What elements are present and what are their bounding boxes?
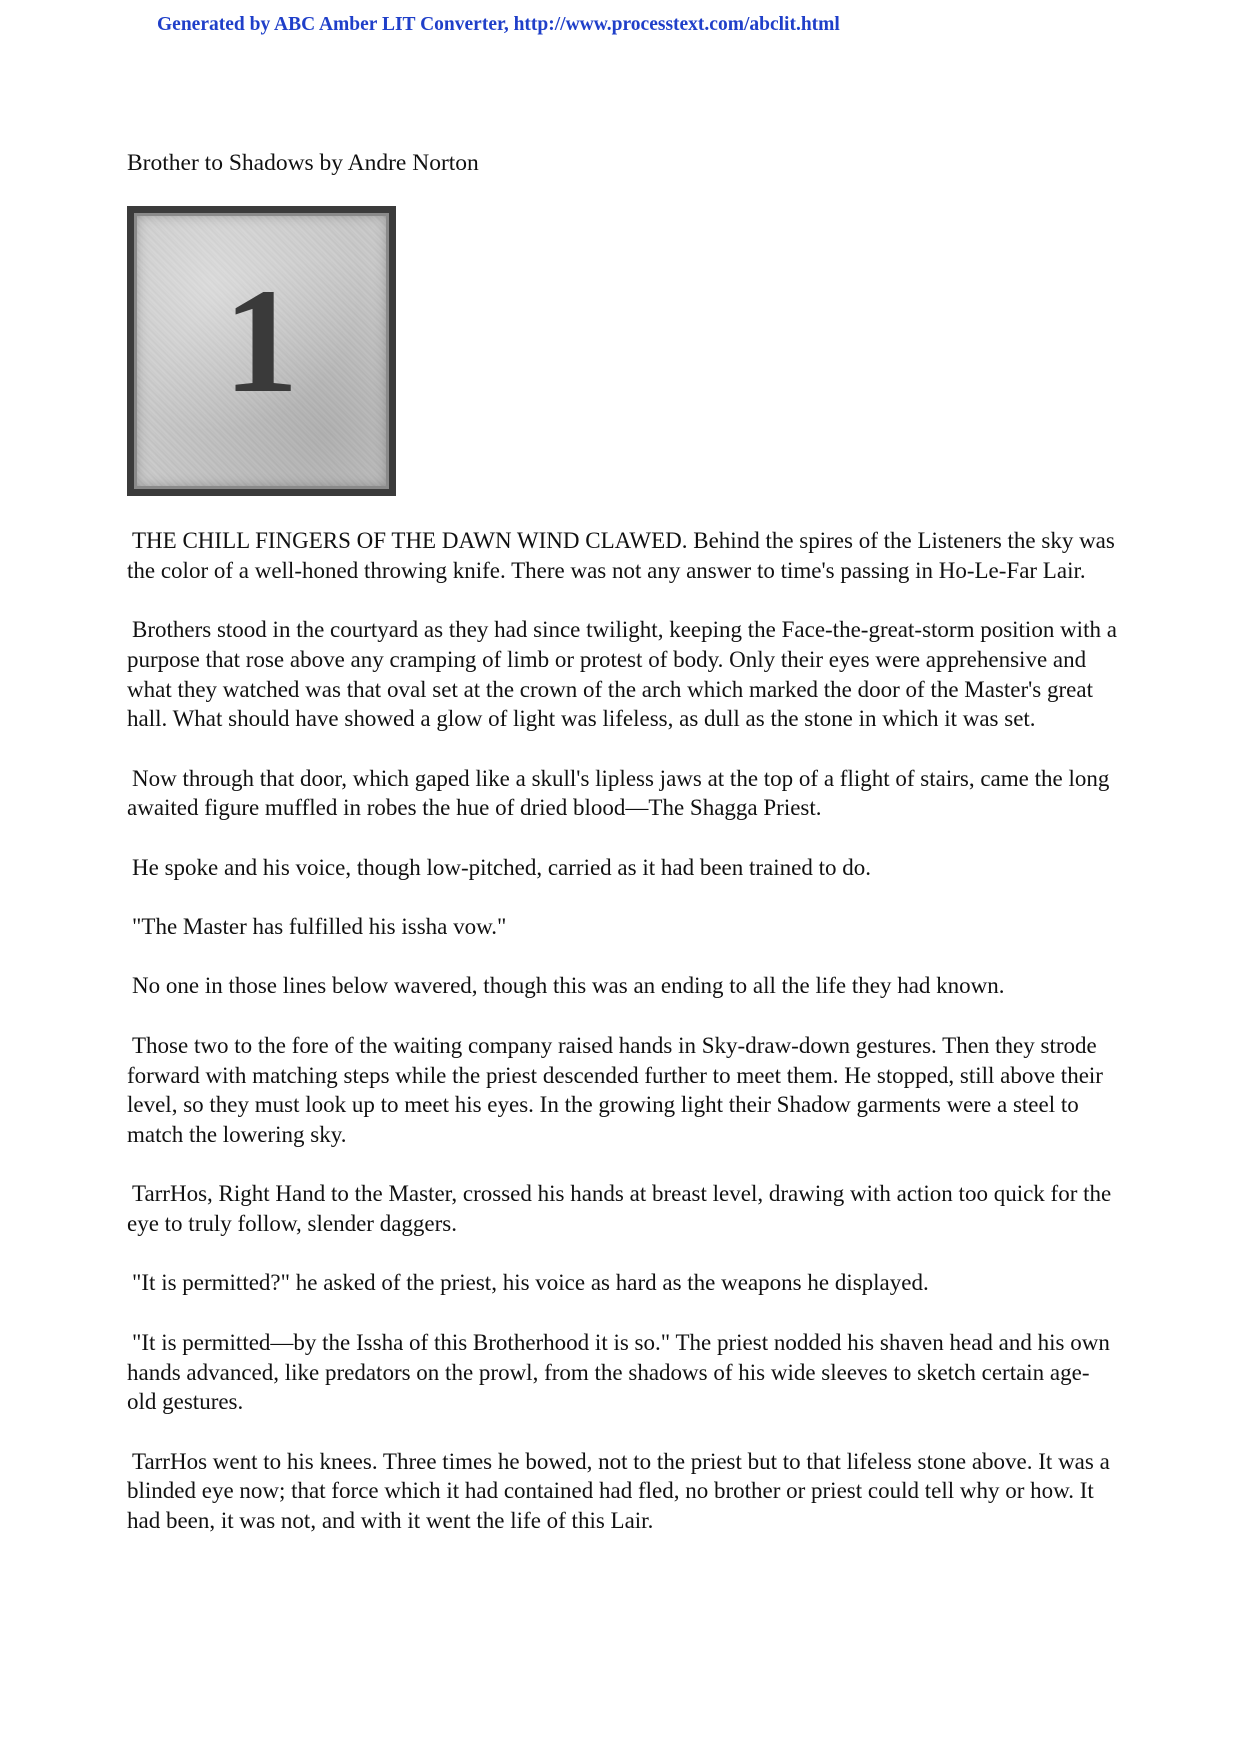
paragraph: "It is permitted?" he asked of the priest, his voice as hard as the weapons he displayed. — [132, 1270, 929, 1296]
paragraph: TarrHos went to his knees. Three times he bowed, not to the priest but to that lifeless stone above. It was a blinded eye now; that force which it had contained had fled, no brother or priest could tell why or how. It had been, it was not, and with it went the life of this Lair. — [127, 1448, 1110, 1534]
paragraph: Brothers stood in the courtyard as they had since twilight, keeping the Face-the-great-storm position with a purpose that rose above any cramping of limb or protest of body. Only their eyes were apprehensive and what they watched was that oval set at the crown of the arch which marked the door of the Master's great hall. What should have showed a glow of light was lifeless, as dull as the stone in which it was set. — [127, 617, 1117, 732]
chapter-number-graphic — [134, 213, 389, 489]
chapter-number: 1 — [223, 258, 299, 424]
paragraph: "It is permitted—by the Issha of this Brotherhood it is so." The priest nodded his shaven head and his own hands advanced, like predators on the prowl, from the shadows of his wide sleeves to sketch certain age-old gestures. — [127, 1329, 1110, 1415]
paragraph: He spoke and his voice, though low-pitched, carried as it had been trained to do. — [132, 854, 871, 880]
document-body — [127, 148, 1117, 1565]
paragraph: TarrHos, Right Hand to the Master, crossed his hands at breast level, drawing with action too quick for the eye to truly follow, slender daggers. — [127, 1181, 1112, 1237]
chapter-text — [127, 526, 1117, 1536]
chapter-number-image — [127, 206, 396, 496]
converter-header: Generated by ABC Amber LIT Converter, http://www.processtext.com/abclit.html — [157, 14, 840, 35]
paragraph: Now through that door, which gaped like a skull's lipless jaws at the top of a flight of stairs, came the long awaited figure muffled in robes the hue of dried blood—The Shagga Priest. — [127, 765, 1110, 821]
paragraph: Those two to the fore of the waiting company raised hands in Sky-draw-down gestures. Then they strode forward with matching steps while the priest descended further to meet them. He stopped, still above their level, so they must look up to meet his eyes. In the growing light their Shadow garments were a steel to match the lowering sky. — [127, 1032, 1103, 1147]
paragraph: THE CHILL FINGERS OF THE DAWN WIND CLAWED. Behind the spires of the Listeners the sky was the color of a well-honed throwing knife. There was not any answer to time's passing in Ho-Le-Far Lair. — [127, 528, 1115, 583]
paragraph: No one in those lines below wavered, though this was an ending to all the life they had known. — [132, 973, 1005, 999]
book-title: Brother to Shadows by Andre Norton — [127, 150, 479, 176]
paragraph: "The Master has fulfilled his issha vow." — [132, 914, 507, 940]
